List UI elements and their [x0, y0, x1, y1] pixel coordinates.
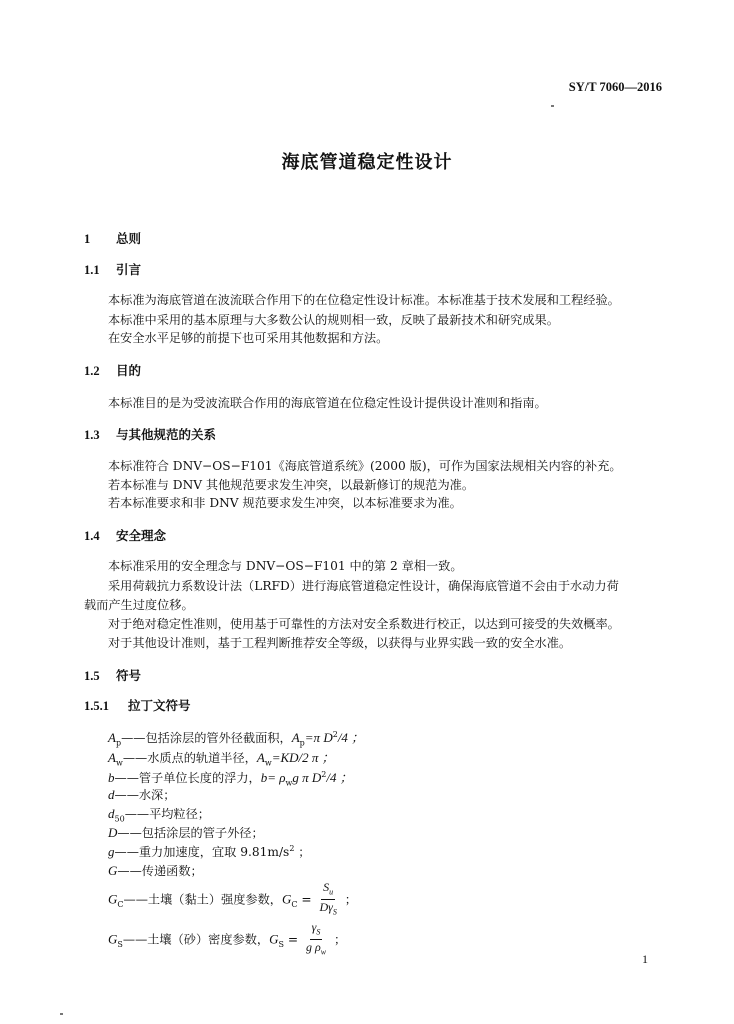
paragraph: 在安全水平足够的前提下也可采用其他数据和方法。: [108, 331, 389, 345]
section-label: 拉丁文符号: [128, 698, 191, 713]
symbol-entry-D: D——包括涂层的管子外径；: [108, 825, 264, 840]
paragraph: 若本标准要求和非 DNV 规范要求发生冲突，以本标准要求为准。: [108, 496, 462, 510]
symbol-entry-ap: $A_p——$包括涂层的管外径截面积，$A_p=\pi$ $D^2/4$ ；: [108, 729, 365, 748]
fraction: $\frac{S_u}{D\gamma_S}$: [319, 880, 337, 917]
document-title: 海底管道稳定性设计: [281, 152, 453, 173]
paragraph: 若本标准与 DNV 其他规范要求发生冲突，以最新修订的规范为准。: [108, 478, 475, 492]
paragraph: 本标准为海底管道在波流联合作用下的在位稳定性设计标准。本标准基于技术发展和工程经验。: [108, 293, 620, 307]
paragraph: 本标准采用的安全理念与 DNV−OS−F101 中的第 2 章相一致。: [108, 559, 463, 573]
section-label: 与其他规范的关系: [116, 427, 217, 442]
symbol-entry-gs: $G_S——$土壤（砂）密度参数，$G_S$ = $\frac{\gamma_S}{g \rho_w}$ ；: [108, 920, 346, 960]
symbol-entry-G: G——传递函数；: [108, 863, 203, 878]
section-label: 目的: [116, 363, 142, 378]
symbol-entry-b: b——管子单位长度的浮力，$b= \rho_wg$ π $D^2/4$ ；: [108, 769, 353, 788]
section-number: 1.5: [84, 669, 100, 683]
section-heading-1-3: [84, 425, 216, 443]
symbol-entry-aw: $A_w——$水质点的轨道半径，$A_w=KD/2$ π ；: [108, 750, 335, 768]
paragraph: 本标准符合 DNV−OS−F101《海底管道系统》(2000 版)，可作为国家法规相关内容的补充。: [108, 459, 622, 473]
section-heading-1-2: [84, 361, 141, 379]
section-heading-1-4: [84, 526, 166, 544]
section-number: 1.4: [84, 529, 100, 543]
section-label: 符号: [116, 668, 142, 683]
section-number: 1.1: [84, 263, 100, 277]
paragraph: 本标准目的是为受波流联合作用的海底管道在位稳定性设计提供设计准则和指南。: [108, 396, 547, 410]
paragraph-continuation: 载而产生过度位移。: [84, 598, 194, 612]
paragraph: 本标准中采用的基本原理与大多数公认的规则相一致，反映了最新技术和研究成果。: [108, 313, 559, 327]
section-heading-1-5-1: [84, 696, 191, 714]
section-heading-1-5: [84, 666, 141, 684]
section-number: 1: [84, 232, 91, 246]
standard-code: SY/T 7060—2016: [568, 80, 662, 94]
section-heading-1: [84, 229, 141, 247]
section-heading-1-1: [84, 260, 141, 278]
symbol-entry-d50: $d_{50}——$平均粒径；: [108, 806, 210, 824]
section-label: 引言: [116, 262, 142, 277]
paragraph: 对于绝对稳定性准则，使用基于可靠性的方法对安全系数进行校正，以达到可接受的失效概率。: [108, 617, 620, 631]
section-number: 1.5.1: [84, 699, 109, 713]
section-label: 总则: [116, 231, 142, 246]
scan-speck: [60, 1013, 63, 1015]
section-label: 安全理念: [116, 528, 167, 543]
symbol-entry-gc: $G_C——$土壤（黏土）强度参数，$G_C$ = $\frac{S_u}{D\gamma_S}$ ；: [108, 880, 357, 920]
symbol-entry-g: g——重力加速度，宜取 $9.81m/s^2$ ；: [108, 843, 311, 859]
fraction: $\frac{\gamma_S}{g \rho_w}$: [305, 920, 327, 957]
section-number: 1.2: [84, 364, 100, 378]
page-number: 1: [642, 952, 648, 966]
section-number: 1.3: [84, 428, 100, 442]
paragraph: 采用荷载抗力系数设计法（LRFD）进行海底管道稳定性设计，确保海底管道不会由于水动力荷: [108, 579, 619, 593]
symbol-entry-d: d——水深；: [108, 787, 176, 802]
scan-speck: [551, 105, 554, 107]
paragraph: 对于其他设计准则，基于工程判断推荐安全等级，以获得与业界实践一致的安全水准。: [108, 636, 572, 650]
